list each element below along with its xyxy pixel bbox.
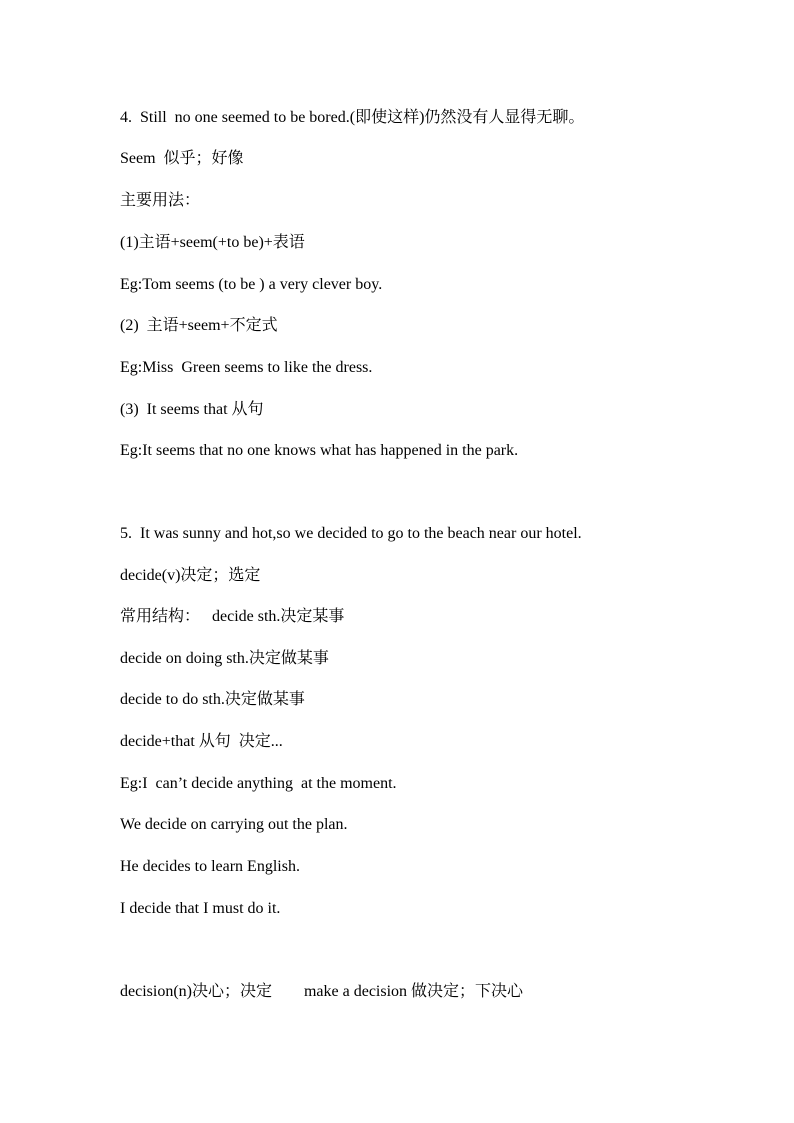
usage-3: (3) It seems that 从句 [120,401,264,418]
structure-decide-on: decide on doing sth.决定做某事 [120,650,329,667]
example-2: Eg:Miss Green seems to like the dress. [120,359,373,376]
example-decide-1: Eg:I can’t decide anything at the moment. [120,775,397,792]
example-decide-2: We decide on carrying out the plan. [120,816,348,833]
item-4-sentence: 4. Still no one seemed to be bored.(即使这样)仍然没有人显得无聊。 [120,109,585,126]
example-3: Eg:It seems that no one knows what has happened in the park. [120,442,519,459]
structure-heading: 常用结构： decide sth.决定某事 [120,608,345,625]
structure-decide-that: decide+that 从句 决定... [120,733,283,750]
usage-1: (1)主语+seem(+to be)+表语 [120,234,305,251]
structure-decide-to: decide to do sth.决定做某事 [120,691,305,708]
decision-definition: decision(n)决心；决定 make a decision 做决定；下决心 [120,983,524,1000]
example-decide-4: I decide that I must do it. [120,900,281,917]
example-decide-3: He decides to learn English. [120,858,300,875]
usage-heading: 主要用法： [120,192,201,209]
usage-2: (2) 主语+seem+不定式 [120,317,278,334]
example-1: Eg:Tom seems (to be ) a very clever boy. [120,276,383,293]
decide-definition: decide(v)决定；选定 [120,567,261,584]
seem-definition: Seem 似乎；好像 [120,150,244,167]
item-5-sentence: 5. It was sunny and hot,so we decided to go to the beach near our hotel. [120,525,582,542]
